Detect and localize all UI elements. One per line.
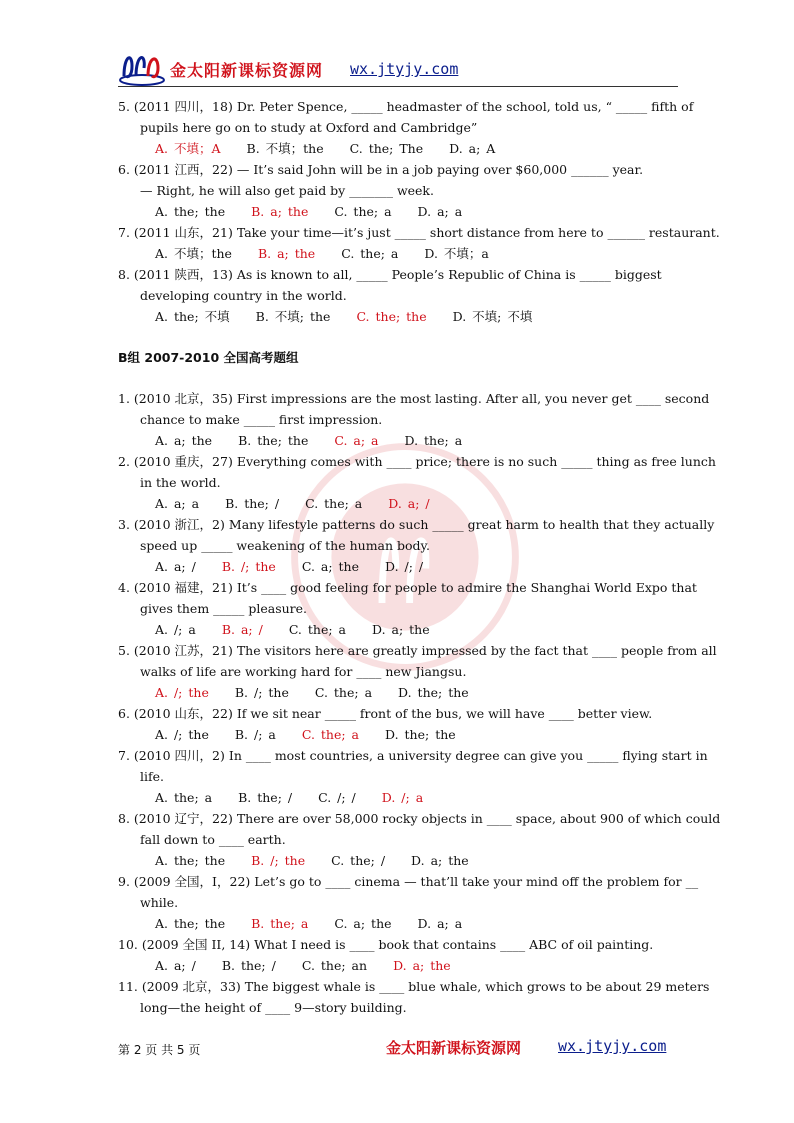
answer-option: A. a; / xyxy=(155,958,196,973)
question-stem xyxy=(118,577,697,598)
question-text: First impressions are the most lasting. After all, you never get ____ second xyxy=(236,391,710,406)
question-stem xyxy=(118,703,680,724)
answer-option: C. a; the xyxy=(334,916,392,931)
header-url-link[interactable]: wx.jtyjy.com xyxy=(350,60,459,78)
answer-option: B. a; the xyxy=(251,204,309,219)
question-stem xyxy=(118,222,720,243)
header-divider xyxy=(118,86,678,87)
question-text: The biggest whale is ____ blue whale, which grows to be about 29 meters xyxy=(244,979,710,994)
answer-option: A. /; a xyxy=(155,622,196,637)
question-continuation: walks of life are working hard for ____ new Jiangsu. xyxy=(140,664,467,679)
question-text: If we sit near _____ front of the bus, we will have ____ better view. xyxy=(236,706,653,721)
question-number: 2. (2010 重庆，27) xyxy=(118,454,233,469)
answer-option: D. 不填；a xyxy=(424,246,489,261)
question-text: Many lifestyle patterns do such _____ great harm to health that they actually xyxy=(228,517,715,532)
question-continuation: speed up _____ weakening of the human body. xyxy=(140,538,430,553)
question-number: 9. (2009 全国，I，22) xyxy=(118,874,251,889)
page-footer xyxy=(118,1033,678,1061)
answer-option: A. a; / xyxy=(155,559,196,574)
question-continuation: gives them _____ pleasure. xyxy=(140,601,308,616)
question-number: 11. (2009 北京，33) xyxy=(118,979,241,994)
question-stem xyxy=(118,451,716,472)
question-stem xyxy=(118,96,694,117)
answer-option: A. the; the xyxy=(155,204,226,219)
answer-options xyxy=(118,913,680,934)
answer-option: C. /; / xyxy=(318,790,356,805)
answer-option: D. the; the xyxy=(398,685,469,700)
answer-option: B. 不填；the xyxy=(246,141,324,156)
question-text: Everything comes with ____ price; there is no such _____ thing as free lunch xyxy=(236,454,716,469)
answer-option: D. a; a xyxy=(417,204,463,219)
answer-option: A. /; the xyxy=(155,685,209,700)
answer-options xyxy=(118,787,680,808)
answer-options xyxy=(118,556,680,577)
question-stem xyxy=(118,159,680,180)
answer-options xyxy=(118,430,680,451)
answer-option: B. a; / xyxy=(221,622,263,637)
answer-option: A. a; a xyxy=(155,496,200,511)
question-number: 5. (2010 江苏，21) xyxy=(118,643,233,658)
answer-option: B. /; a xyxy=(234,727,276,742)
question-text: In ____ most countries, a university degree can give you _____ flying start in xyxy=(228,748,708,763)
answer-option: C. the; an xyxy=(301,958,368,973)
page-number: 第 2 页 共 5 页 xyxy=(118,1043,201,1057)
question-stem xyxy=(118,934,680,955)
question-stem xyxy=(118,640,717,661)
answer-option: B. /; the xyxy=(221,559,276,574)
question-number: 5. (2011 四川，18) xyxy=(118,99,233,114)
question-continuation: chance to make _____ first impression. xyxy=(140,412,383,427)
answer-options xyxy=(118,619,680,640)
answer-options xyxy=(118,493,680,514)
footer-url-link[interactable]: wx.jtyjy.com xyxy=(558,1037,667,1055)
question-continuation: in the world. xyxy=(140,475,221,490)
question-number: 8. (2010 辽宁，22) xyxy=(118,811,233,826)
question-continuation: developing country in the world. xyxy=(140,288,347,303)
question-continuation: pupils here go on to study at Oxford and Cambridge” xyxy=(140,120,478,135)
question-text: It’s ____ good feeling for people to admire the Shanghai World Expo that xyxy=(236,580,697,595)
answer-option: A. 不填；the xyxy=(155,246,232,261)
answer-option: D. a; A xyxy=(449,141,496,156)
answer-option: D. the; the xyxy=(385,727,456,742)
answer-option: B. the; the xyxy=(238,433,309,448)
logo-icon xyxy=(118,46,166,86)
answer-option: C. a; a xyxy=(334,433,379,448)
answer-option: C. the; a xyxy=(305,496,363,511)
question-number: 4. (2010 福建，21) xyxy=(118,580,233,595)
section-heading: B组 2007-2010 全国高考题组 xyxy=(118,350,299,365)
question-continuation: — Right, he will also get paid by _______ week. xyxy=(140,183,434,198)
question-text: — It’s said John will be in a job paying over $60,000 ______ year. xyxy=(236,162,644,177)
question-text: There are over 58,000 rocky objects in ____ space, about 900 of which could xyxy=(236,811,721,826)
answer-option: C. the; a xyxy=(341,246,399,261)
question-continuation: fall down to ____ earth. xyxy=(140,832,286,847)
header-brand: 金太阳新课标资源网 xyxy=(170,61,324,80)
question-text: The visitors here are greatly impressed by the fact that ____ people from all xyxy=(236,643,717,658)
question-number: 3. (2010 浙江，2) xyxy=(118,517,225,532)
question-stem xyxy=(118,745,708,766)
answer-option: B. the; / xyxy=(221,958,276,973)
answer-options xyxy=(118,682,680,703)
answer-option: D. a; the xyxy=(411,853,469,868)
answer-option: D. a; the xyxy=(372,622,430,637)
question-stem xyxy=(118,808,721,829)
question-text: What I need is ____ book that contains ____ ABC of oil painting. xyxy=(254,937,654,952)
answer-option: C. the; / xyxy=(331,853,386,868)
footer-brand: 金太阳新课标资源网 xyxy=(386,1039,522,1057)
answer-options xyxy=(118,138,680,159)
question-text: As is known to all, _____ People’s Republic of China is _____ biggest xyxy=(236,267,662,282)
question-number: 6. (2011 江西，22) xyxy=(118,162,233,177)
question-text: Dr. Peter Spence, _____ headmaster of the school, told us, “ _____ fifth of xyxy=(236,99,694,114)
answer-option: A. the; the xyxy=(155,916,226,931)
answer-option: C. the; the xyxy=(356,309,427,324)
question-continuation: long—the height of ____ 9—story building. xyxy=(140,1000,407,1015)
answer-option: C. the; The xyxy=(349,141,424,156)
question-stem xyxy=(118,388,710,409)
question-stem xyxy=(118,264,680,285)
answer-option: C. the; a xyxy=(314,685,373,700)
answer-option: C. the; a xyxy=(301,727,360,742)
question-text: Take your time—it’s just _____ short distance from here to ______ restaurant. xyxy=(236,225,720,240)
answer-option: D. /; a xyxy=(381,790,424,805)
question-number: 10. (2009 全国 II, 14) xyxy=(118,937,251,952)
answer-option: A. 不填；A xyxy=(155,141,221,156)
answer-option: A. the; 不填 xyxy=(155,309,230,324)
question-stem xyxy=(118,514,715,535)
answer-option: B. the; / xyxy=(238,790,293,805)
page-header xyxy=(118,44,678,88)
answer-option: B. /; the xyxy=(234,685,289,700)
answer-option: D. 不填; 不填 xyxy=(452,309,533,324)
answer-option: D. a; a xyxy=(417,916,463,931)
answer-option: A. a; the xyxy=(155,433,213,448)
answer-option: D. a; the xyxy=(393,958,451,973)
question-number: 8. (2011 陕西，13) xyxy=(118,267,233,282)
question-text: Let’s go to ____ cinema — that’ll take your mind off the problem for __ xyxy=(254,874,699,889)
exercise-content xyxy=(118,96,721,1018)
answer-option: B. a; the xyxy=(257,246,316,261)
answer-option: B. the; / xyxy=(225,496,280,511)
answer-option: C. the; a xyxy=(288,622,346,637)
question-continuation: life. xyxy=(140,769,164,784)
question-stem xyxy=(118,976,710,997)
answer-option: A. /; the xyxy=(155,727,209,742)
answer-option: B. /; the xyxy=(251,853,306,868)
answer-option: A. the; a xyxy=(155,790,213,805)
question-number: 7. (2010 四川，2) xyxy=(118,748,225,763)
answer-option: B. 不填; the xyxy=(255,309,331,324)
answer-options xyxy=(118,724,680,745)
question-stem xyxy=(118,871,699,892)
answer-options xyxy=(118,201,680,222)
question-number: 6. (2010 山东，22) xyxy=(118,706,233,721)
answer-option: D. a; / xyxy=(388,496,430,511)
answer-option: C. a; the xyxy=(301,559,360,574)
question-number: 7. (2011 山东，21) xyxy=(118,225,233,240)
question-continuation: while. xyxy=(140,895,179,910)
answer-option: D. the; a xyxy=(404,433,463,448)
answer-options xyxy=(118,306,680,327)
answer-options xyxy=(118,243,680,264)
answer-option: D. /; / xyxy=(385,559,424,574)
answer-option: A. the; the xyxy=(155,853,226,868)
answer-options xyxy=(118,955,680,976)
question-number: 1. (2010 北京，35) xyxy=(118,391,233,406)
answer-option: B. the; a xyxy=(251,916,309,931)
answer-option: C. the; a xyxy=(334,204,392,219)
answer-options xyxy=(118,850,680,871)
